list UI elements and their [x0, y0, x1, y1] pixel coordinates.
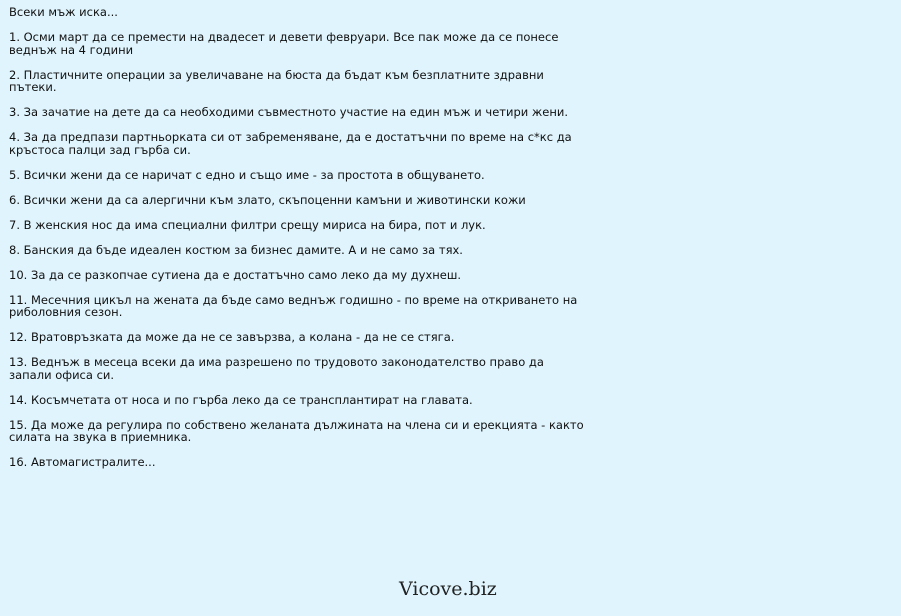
joke-list: [9, 31, 589, 469]
list-item: 8. Банския да бъде идеален костюм за бизнес дамите. А и не само за тях.: [9, 242, 463, 257]
list-item: 2. Пластичните операции за увеличаване на бюста да бъдат към безплатните здравни пътеки.: [9, 67, 544, 94]
list-item: 10. За да се разкопчае сутиена да е достатъчно само леко да му духнеш.: [9, 267, 462, 282]
joke-content: [9, 6, 589, 481]
list-item: 6. Всички жени да са алергични към злато, скъпоценни камъни и животински кожи: [9, 192, 526, 207]
watermark: Vicove.biz: [399, 578, 497, 600]
list-item: 14. Косъмчетата от носа и по гърба леко да се трансплантират на главата.: [9, 392, 473, 407]
list-item: 15. Да може да регулира по собствено желаната дължината на члена си и ерекцията - както силата на звука в приемника.: [9, 417, 584, 444]
list-item: 5. Всички жени да се наричат с едно и също име - за простота в общуването.: [9, 167, 485, 182]
list-item: 13. Веднъж в месеца всеки да има разрешено по трудовото законодателство право да запали офиса си.: [9, 355, 544, 382]
list-item: 3. За зачатие на дете да са необходими съвместното участие на един мъж и четири жени.: [9, 105, 568, 119]
list-item: 4. За да предпази партньорката си от забременяване, да е достатъчни по време на с*кс да кръстоса палци зад гърба си.: [9, 130, 572, 157]
list-item: 12. Вратовръзката да може да не се завързва, а колана - да не се стяга.: [9, 330, 455, 344]
list-item: 7. В женския нос да има специални филтри срещу мириса на бира, пот и лук.: [9, 217, 486, 232]
list-item: 1. Осми март да се премести на двадесет и девети февруари. Все пак може да се понесе веднъж на 4 години: [9, 30, 559, 57]
list-item: 11. Месечния цикъл на жената да бъде само веднъж годишно - по време на откриването на риболовния сезон.: [9, 292, 578, 319]
list-item: 16. Автомагистралите...: [9, 455, 156, 469]
page-title: Всеки мъж иска...: [9, 5, 118, 19]
